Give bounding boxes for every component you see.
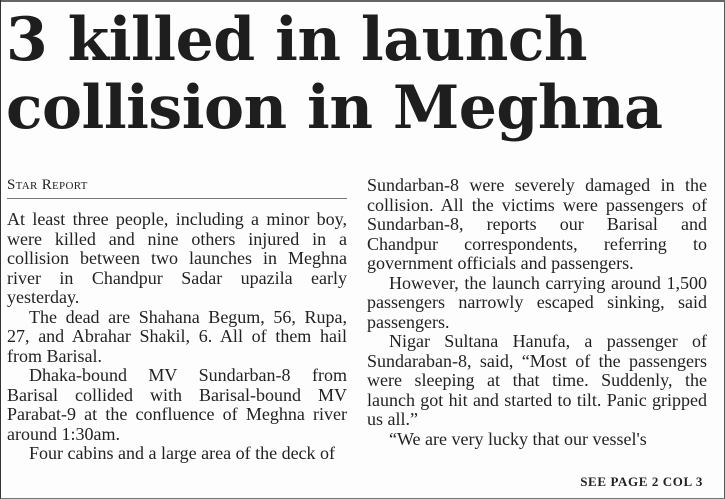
headline [6, 6, 721, 142]
paragraph-quote: Nigar Sultana Hanufa, a passenger of Sundaraban-8, said, “Most of the passengers were sleeping at that time. Suddenly, the launch got hit and started to tilt. Panic gripped us all.” [367, 331, 707, 429]
paragraph-lead: At least three people, including a minor boy, were killed and nine others injured in a collision between two launches in Meghna river in Chandpur Sadar upazila early yesterday. [7, 209, 347, 307]
jump-line: SEE PAGE 2 COL 3 [580, 474, 703, 489]
paragraph-dead-names: The dead are Shahana Begum, 56, Rupa, 27, and Abrahar Shakil, 6. All of them hail from Barisal. [7, 306, 347, 366]
paragraph-collision: Dhaka-bound MV Sundarban-8 from Barisal collided with Barisal-bound MV Parabat-9 at the confluence of Meghna river around 1:30am. [7, 365, 347, 444]
article-column-left [7, 176, 347, 464]
paragraph-sinking: However, the launch carrying around 1,500 passengers narrowly escaped sinking, said passengers. [367, 272, 707, 332]
headline-line-2: collision in Meghna [6, 73, 663, 143]
byline: Star Report [7, 176, 347, 199]
article-column-right [367, 176, 707, 449]
headline-line-1: 3 killed in launch [6, 5, 587, 75]
paragraph-damage-cont: Sundarban-8 were severely damaged in the collision. All the victims were passengers of Sundarban-8, reports our Barisal and Chandpur correspondents, referring to government officials and passengers. [367, 175, 707, 273]
paragraph-lucky: “We are very lucky that our vessel's [389, 428, 647, 449]
clipping-top-edge [1, 0, 725, 2]
paragraph-damage-start: Four cabins and a large area of the deck of [29, 443, 336, 463]
